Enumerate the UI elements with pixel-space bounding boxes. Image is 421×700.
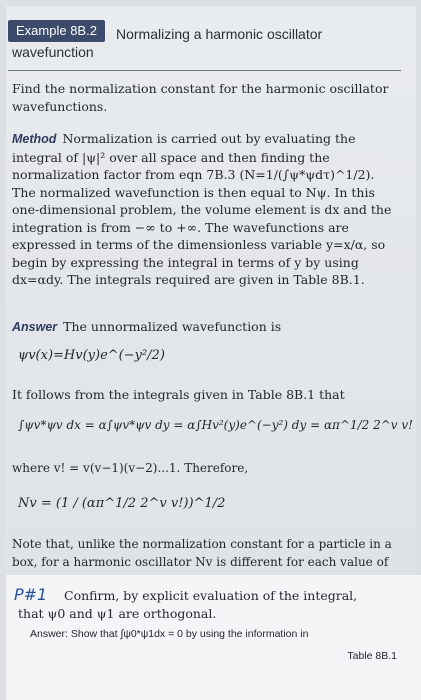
follow-text: It follows from the integrals given in Table 8B.1 that	[12, 387, 345, 402]
example-title-line1: Normalizing a harmonic oscillator	[116, 26, 323, 42]
answer-text: The unnormalized wavefunction is	[63, 319, 282, 334]
handwritten-mark: P#1	[14, 585, 48, 604]
answer-label: Answer	[12, 320, 58, 334]
intro-text: Find the normalization constant for the harmonic oscillator wavefunctions.	[12, 81, 389, 114]
where-text: where v! = v(v−1)(v−2)...1. Therefore,	[12, 461, 249, 475]
equation-unnormalized: ψv(x)=Hv(y)e^(−y²/2)	[18, 348, 165, 363]
example-tab: Example 8B.2	[8, 20, 105, 42]
method-label: Method	[12, 132, 57, 146]
header-divider	[8, 70, 401, 71]
self-test-table-ref: Table 8B.1	[347, 650, 397, 662]
equation-normalization: Nv = (1 / (απ^1/2 2^v v!))^1/2	[18, 496, 226, 511]
example-title-line2: wavefunction	[12, 44, 94, 60]
note-text: Note that, unlike the normalization constant for a particle in a box, for a harmonic oscillator Nv is different for each value of	[12, 537, 392, 569]
self-test-text-line1: Confirm, by explicit evaluation of the integral,	[64, 588, 358, 603]
equation-integral: ∫ψv*ψv dx = α∫ψv*ψv dy = α∫Hv²(y)e^(−y²) dy = απ^1/2 2^v v!	[18, 418, 414, 432]
method-text: Normalization is carried out by evaluating the integral of |ψ|² over all space and then finding the normalization factor from eqn 7B.3 (N=1/(∫ψ*ψdτ)^1/2). The normalized wavefunction is then equal to Nψ. In this one-dimensional problem, the volume element is dx and the integration is from −∞ to +∞. The wavefunctions are expressed in terms of the dimensionless variable y=x/α, so begin by expressing the integral in terms of y by using dx=αdy. The integrals required are given in Table 8B.1.	[12, 131, 392, 287]
self-test-text-line2: that ψ0 and ψ1 are orthogonal.	[18, 606, 217, 621]
self-test-answer: Answer: Show that ∫ψ0*ψ1dx = 0 by using the information in	[30, 628, 309, 640]
method-paragraph	[12, 130, 399, 289]
answer-paragraph	[12, 318, 399, 337]
